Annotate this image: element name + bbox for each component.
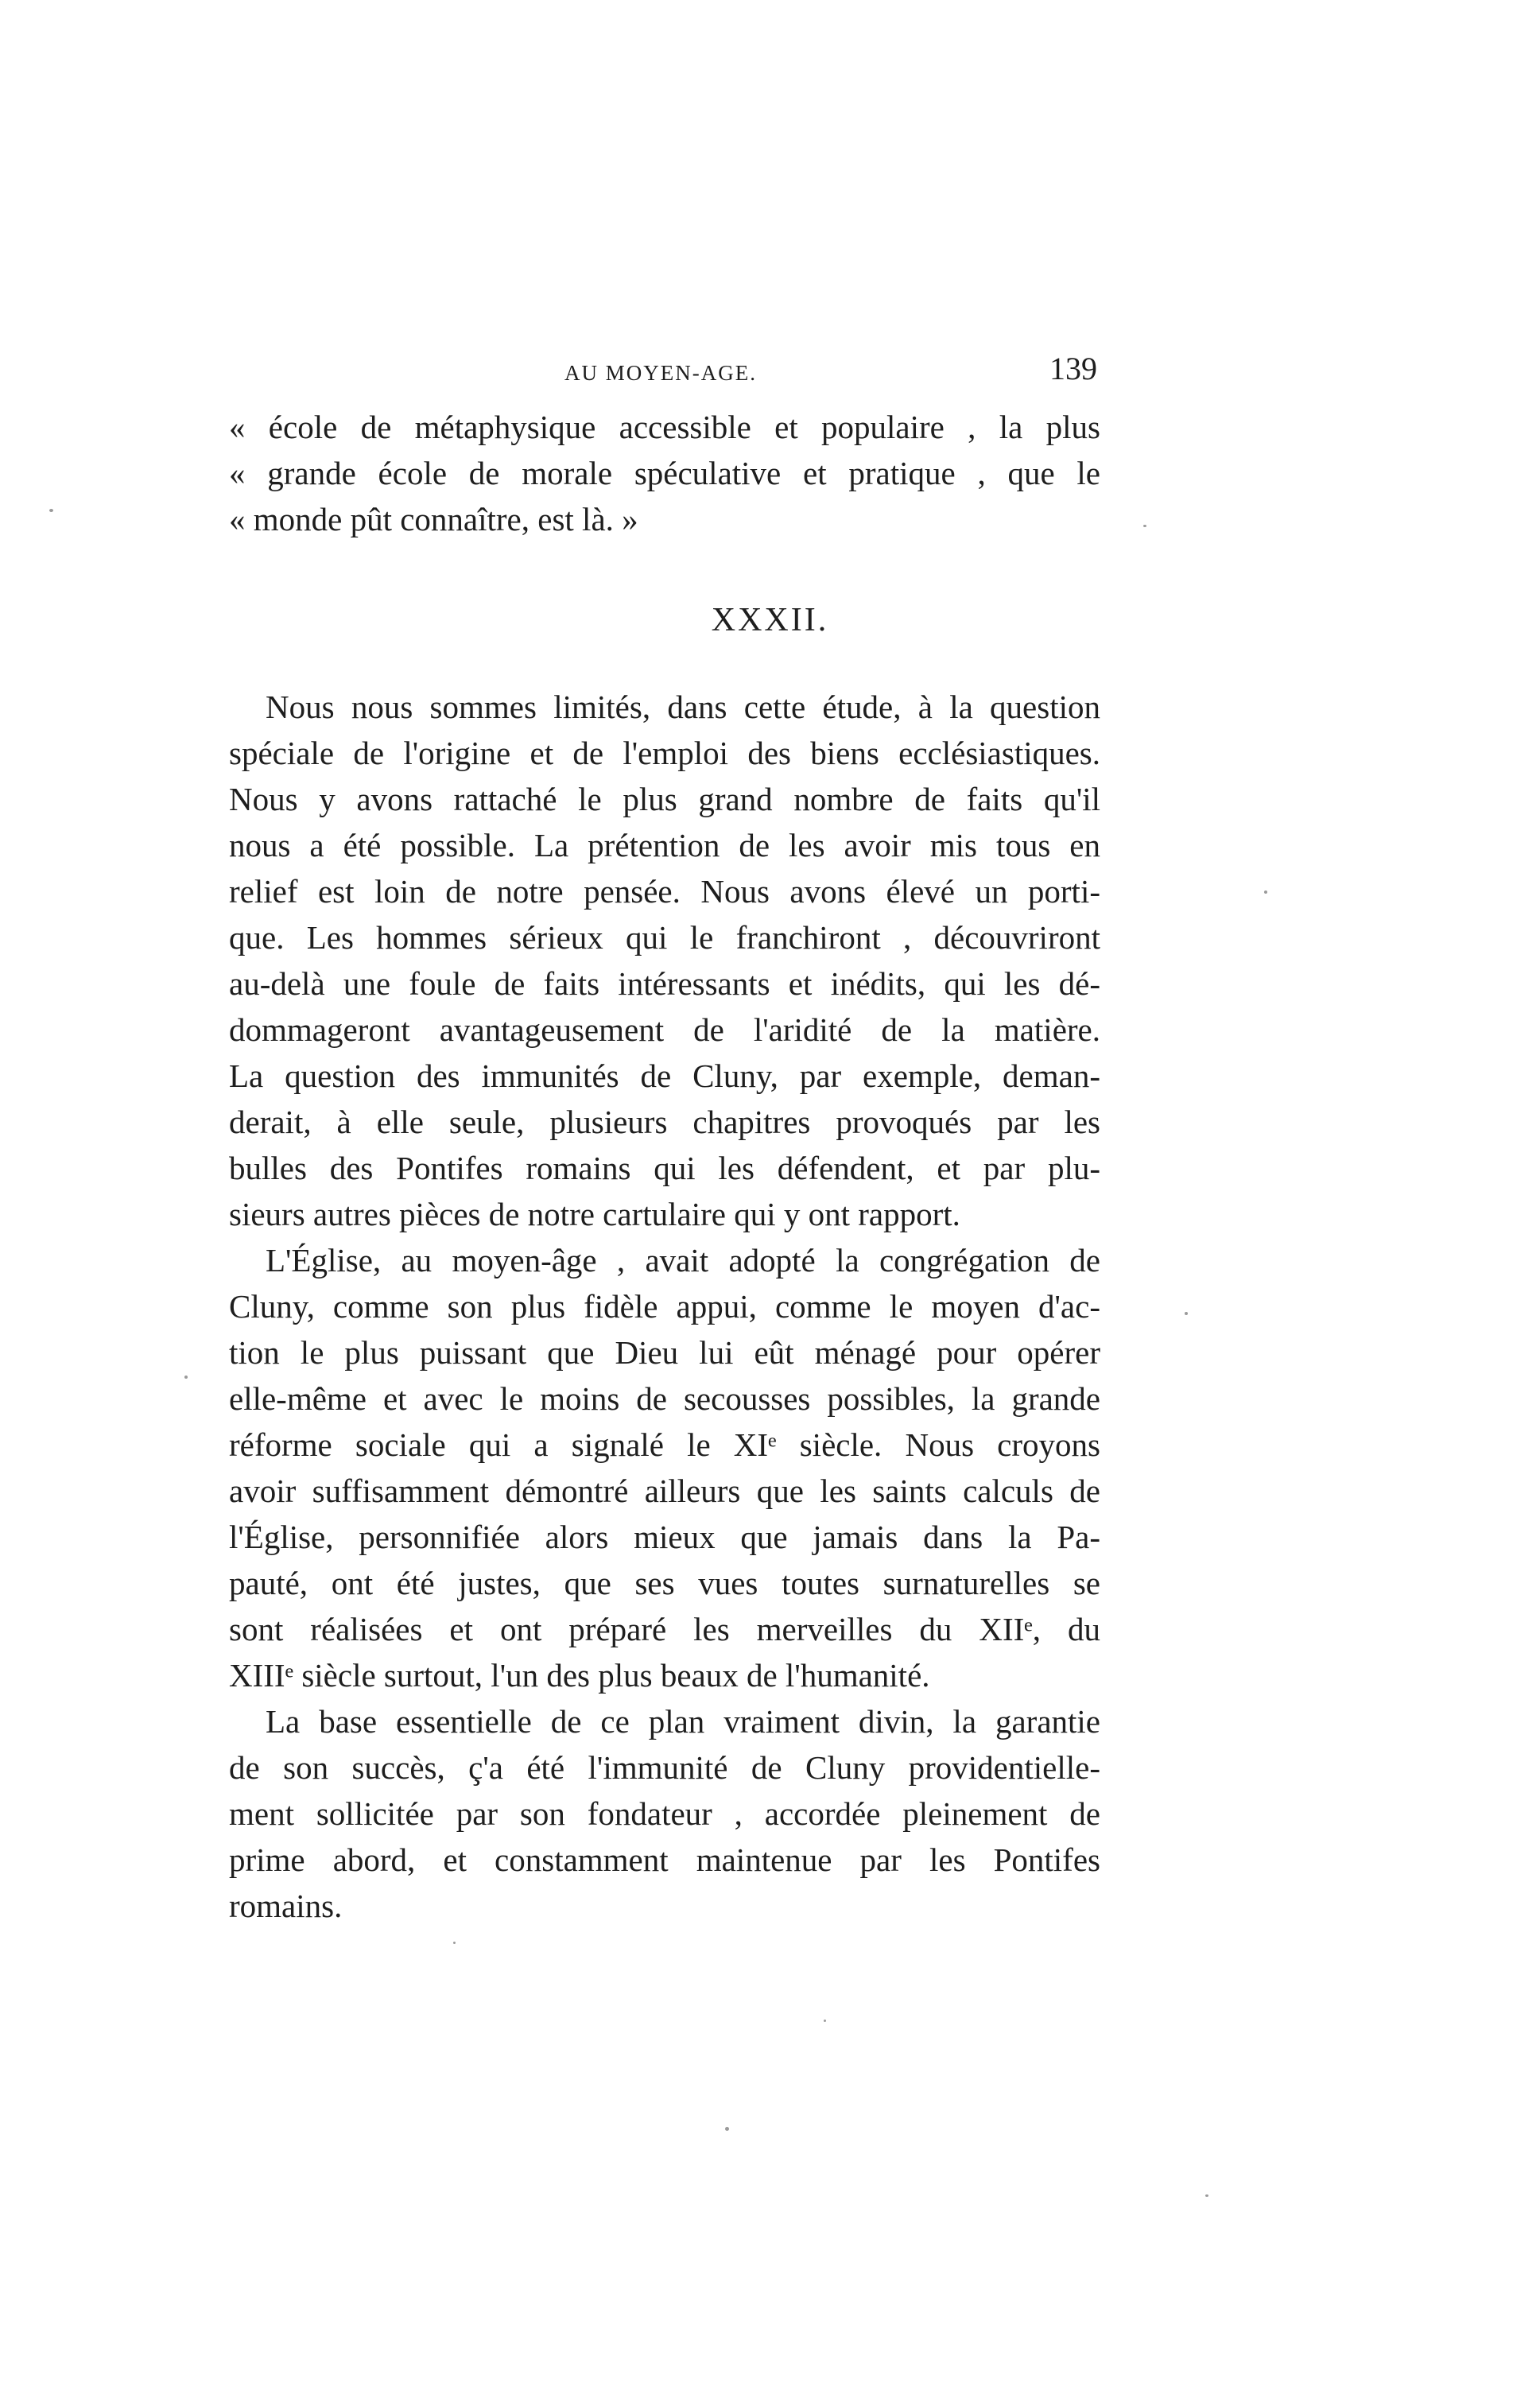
quote-line: « école de métaphysique accessible et populaire , la plus — [229, 409, 1100, 445]
scan-speck — [1143, 525, 1146, 527]
text-line: avoir suffisamment démontré ailleurs que les saints calculs de — [229, 1473, 1100, 1509]
text-line: ment sollicitée par son fondateur , accordée pleinement de — [229, 1795, 1100, 1832]
quote-line: « grande école de morale spéculative et pratique , que le — [229, 455, 1100, 491]
text-line: elle-même et avec le moins de secousses possibles, la grande — [229, 1380, 1100, 1417]
scan-speck — [49, 509, 53, 512]
text-line: que. Les hommes sérieux qui le franchiront , découvriront — [229, 919, 1100, 956]
scan-speck — [453, 1942, 456, 1944]
running-title: AU MOYEN-AGE. — [564, 361, 757, 385]
scan-speck — [184, 1376, 188, 1379]
text-line: pauté, ont été justes, que ses vues toutes surnaturelles se — [229, 1565, 1100, 1601]
text-line: spéciale de l'origine et de l'emploi des biens ecclésiastiques. — [229, 735, 1100, 771]
text-line: bulles des Pontifes romains qui les défendent, et par plu- — [229, 1150, 1100, 1186]
text-line: réforme sociale qui a signalé le XIᵉ siècle. Nous croyons — [229, 1426, 1100, 1463]
scan-speck — [725, 2127, 729, 2131]
paragraph-1 — [229, 684, 1100, 1237]
running-head — [231, 350, 1121, 398]
text-line: La base essentielle de ce plan vraiment divin, la garantie — [266, 1703, 1100, 1740]
text-line: L'Église, au moyen-âge , avait adopté la congrégation de — [266, 1242, 1100, 1279]
text-line: tion le plus puissant que Dieu lui eût ménagé pour opérer — [229, 1334, 1100, 1371]
text-line: derait, à elle seule, plusieurs chapitres provoqués par les — [229, 1104, 1100, 1140]
scan-speck — [824, 2020, 826, 2022]
text-line: La question des immunités de Cluny, par exemple, deman- — [229, 1057, 1100, 1094]
text-line: XIIIᵉ siècle surtout, l'un des plus beaux de l'humanité. — [229, 1657, 930, 1694]
text-line: sont réalisées et ont préparé les merveilles du XIIᵉ, du — [229, 1611, 1100, 1647]
text-line: dommageront avantageusement de l'aridité de la matière. — [229, 1011, 1100, 1048]
text-line: l'Église, personnifiée alors mieux que jamais dans la Pa- — [229, 1519, 1100, 1555]
text-line: romains. — [229, 1888, 343, 1924]
scan-speck — [1205, 2194, 1208, 2197]
text-line: sieurs autres pièces de notre cartulaire qui y ont rapport. — [229, 1196, 960, 1232]
section-heading: XXXII. — [711, 602, 829, 638]
text-line: de son succès, ç'a été l'immunité de Cluny providentielle- — [229, 1749, 1100, 1786]
text-line: prime abord, et constamment maintenue par les Pontifes — [229, 1841, 1100, 1878]
text-line: Nous y avons rattaché le plus grand nombre de faits qu'il — [229, 781, 1100, 817]
text-line: nous a été possible. La prétention de les avoir mis tous en — [229, 827, 1100, 863]
paragraph-2 — [229, 1237, 1100, 1698]
paragraph-3 — [229, 1698, 1100, 1929]
body-text — [229, 684, 1100, 1929]
text-line: Cluny, comme son plus fidèle appui, comme le moyen d'ac- — [229, 1288, 1100, 1325]
scan-speck — [1264, 891, 1267, 894]
text-line: relief est loin de notre pensée. Nous avons élevé un porti- — [229, 873, 1100, 910]
quote-line: « monde pût connaître, est là. » — [229, 501, 638, 537]
page-number: 139 — [1049, 351, 1097, 386]
text-line: au-delà une foule de faits intéressants et inédits, qui les dé- — [229, 965, 1100, 1002]
scan-speck — [1185, 1312, 1188, 1315]
text-line: Nous nous sommes limités, dans cette étude, à la question — [266, 689, 1100, 725]
quote-block — [229, 404, 1100, 542]
